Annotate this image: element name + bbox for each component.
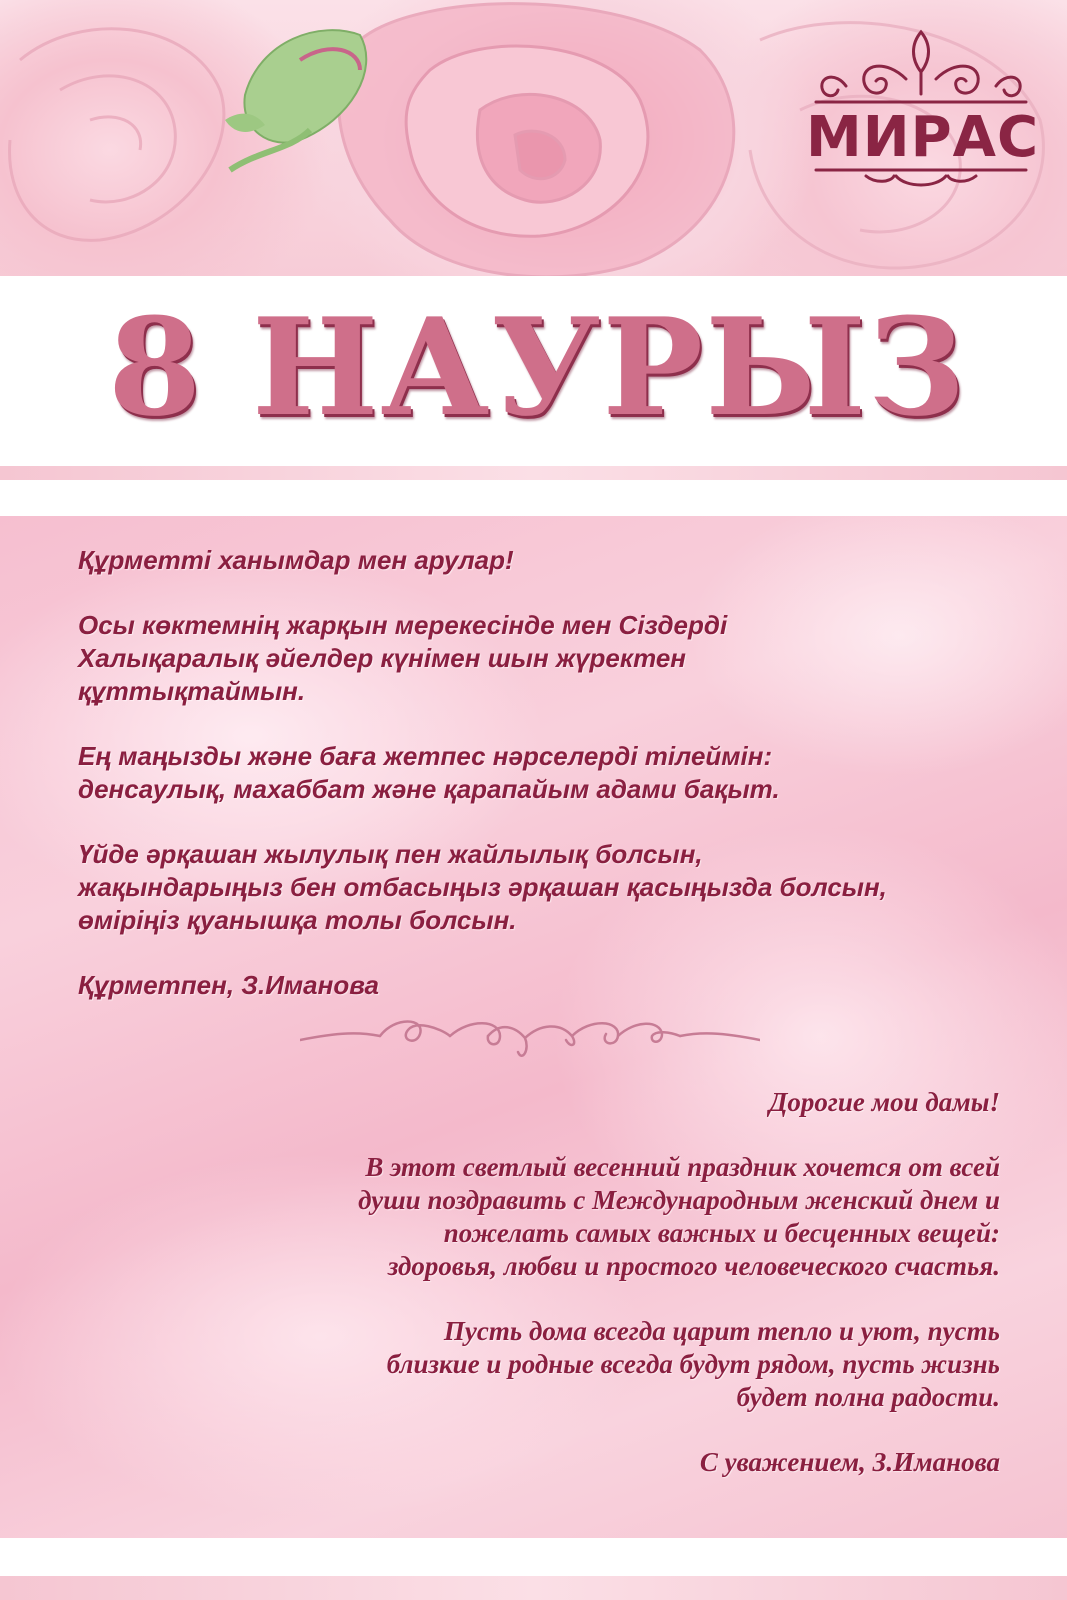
logo-text: МИРАС: [806, 105, 1040, 170]
russian-signature: [100, 1446, 1000, 1479]
russian-paragraph-1-line: пожелать самых важных и бесценных вещей:: [443, 1218, 1000, 1248]
kazakh-paragraph-2-line: денсаулық, махаббат және қарапайым адами бақыт.: [78, 774, 780, 804]
kazakh-greeting-block: [78, 544, 1038, 1034]
russian-paragraph-2-line: близкие и родные всегда будут рядом, пусть жизнь: [386, 1349, 1000, 1379]
russian-paragraph-2-line: будет полна радости.: [736, 1382, 1000, 1412]
rose-banner: [0, 0, 1067, 276]
russian-paragraph-2-line: Пусть дома всегда царит тепло и уют, пусть: [443, 1316, 1000, 1346]
kazakh-paragraph-2-line: Ең маңызды және баға жетпес нәрселерді тілеймін:: [78, 741, 773, 771]
kazakh-paragraph-3-line: өміріңіз қуанышқа толы болсын.: [78, 905, 517, 935]
russian-greeting-block: [100, 1086, 1000, 1511]
russian-paragraph-1: [100, 1151, 1000, 1283]
bottom-decorative-stripe: [0, 1576, 1067, 1600]
russian-paragraph-2: [100, 1315, 1000, 1414]
kazakh-paragraph-1: [78, 609, 1038, 708]
greeting-panel: [0, 516, 1067, 1538]
decorative-stripe: [0, 466, 1067, 480]
logo-underline-ornament-icon: [806, 164, 1036, 194]
kazakh-paragraph-2: [78, 740, 1038, 806]
russian-paragraph-1-line: В этот светлый весенний праздник хочется от всей: [365, 1152, 1000, 1182]
russian-signature-text: С уважением, З.Иманова: [699, 1447, 1000, 1477]
kazakh-paragraph-3-line: Үйде әрқашан жылулық пен жайлылық болсын,: [78, 839, 703, 869]
kazakh-paragraph-3: [78, 838, 1038, 937]
kazakh-paragraph-3-line: жақындарыңыз бен отбасыңыз әрқашан қасыңызда болсын,: [78, 872, 887, 902]
page-title: 8 НАУРЫЗ: [108, 288, 967, 446]
kazakh-salutation-text: Құрметті ханымдар мен арулар!: [78, 545, 514, 575]
kazakh-signature: [78, 969, 1038, 1002]
russian-paragraph-1-line: души поздравить с Международным женский днем и: [358, 1185, 1000, 1215]
kazakh-paragraph-1-line: Халықаралық әйелдер күнімен шын жүректен: [78, 643, 687, 673]
logo: [806, 24, 1040, 194]
russian-paragraph-1-line: здоровья, любви и простого человеческого счастья.: [387, 1251, 1000, 1281]
kazakh-salutation: [78, 544, 1038, 577]
russian-salutation: [100, 1086, 1000, 1119]
russian-salutation-text: Дорогие мои дамы!: [768, 1087, 1000, 1117]
kazakh-paragraph-1-line: құттықтаймын.: [78, 676, 306, 706]
logo-ornament-icon: [806, 24, 1036, 114]
kazakh-signature-text: Құрметпен, З.Иманова: [78, 970, 380, 1000]
kazakh-paragraph-1-line: Осы көктемнің жарқын мерекесінде мен Сіздерді: [78, 610, 728, 640]
swirl-divider-icon: [300, 1006, 760, 1066]
